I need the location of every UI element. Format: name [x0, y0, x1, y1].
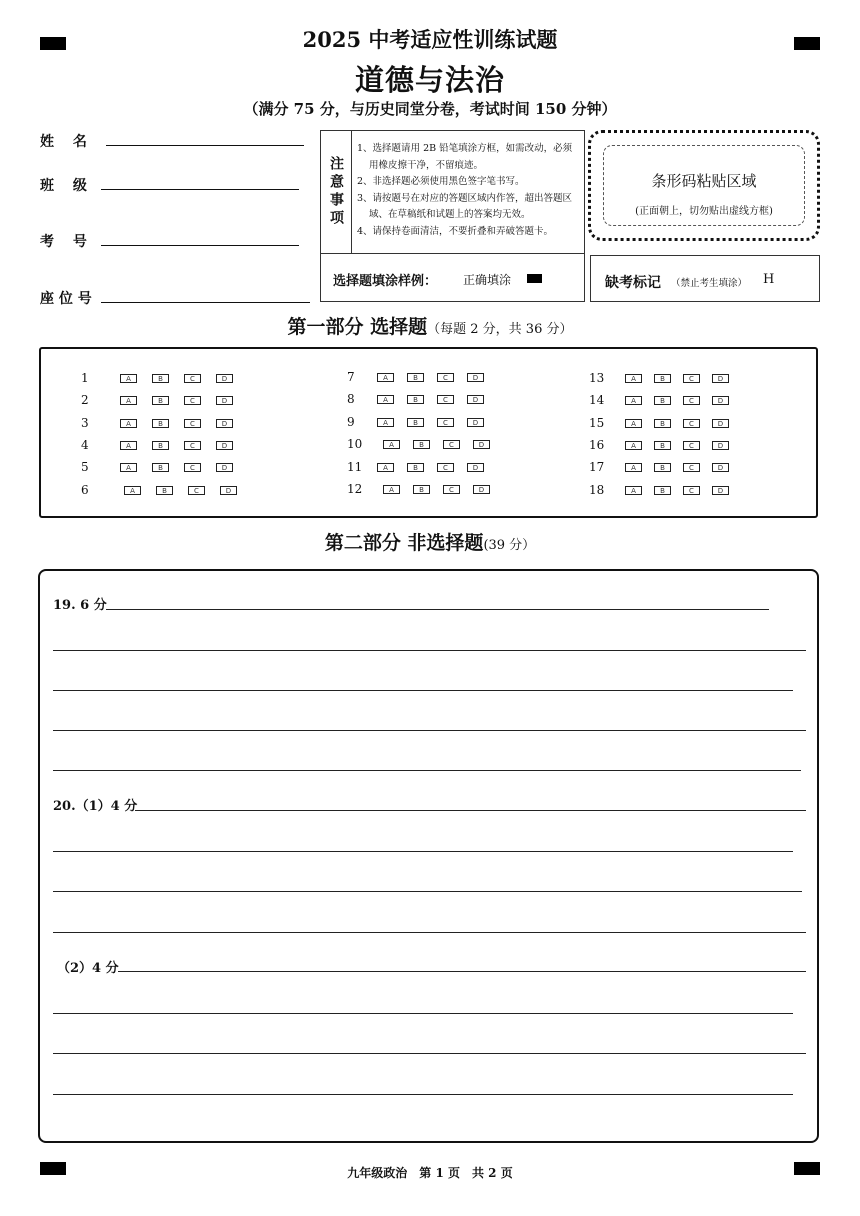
- answer-line[interactable]: [53, 1013, 793, 1014]
- question-number: 17: [589, 460, 605, 474]
- answer-option-a[interactable]: A: [377, 373, 394, 382]
- answer-option-a[interactable]: A: [625, 396, 642, 405]
- barcode-dashed-frame: [603, 145, 805, 226]
- answer-option-d[interactable]: D: [712, 419, 729, 428]
- exam-number-label: 考 号: [40, 234, 87, 250]
- answer-option-d[interactable]: D: [712, 396, 729, 405]
- answer-option-c[interactable]: C: [184, 441, 201, 450]
- question-number: 9: [347, 415, 355, 429]
- answer-option-c[interactable]: C: [184, 463, 201, 472]
- answer-option-d[interactable]: D: [473, 485, 490, 494]
- answer-option-b[interactable]: B: [654, 463, 671, 472]
- part2-heading: [0, 528, 860, 555]
- question-number: 14: [589, 393, 605, 407]
- part1-note: （每题 2 分，共 36 分）: [427, 322, 573, 337]
- answer-option-c[interactable]: C: [683, 486, 700, 495]
- answer-option-c[interactable]: C: [683, 441, 700, 450]
- fill-sample-label: 选择题填涂样例：: [333, 274, 438, 289]
- absent-checkbox[interactable]: H: [763, 272, 775, 287]
- answer-option-b[interactable]: B: [413, 485, 430, 494]
- answer-option-c[interactable]: C: [184, 419, 201, 428]
- answer-option-a[interactable]: A: [377, 395, 394, 404]
- answer-line[interactable]: [106, 609, 769, 610]
- part1-title: 第一部分 选择题: [287, 316, 428, 338]
- answer-option-b[interactable]: B: [152, 396, 169, 405]
- seat-number-field[interactable]: [101, 302, 310, 303]
- choice-answer-box: [39, 347, 818, 518]
- answer-option-c[interactable]: C: [188, 486, 205, 495]
- answer-line[interactable]: [53, 690, 793, 691]
- answer-line[interactable]: [53, 650, 806, 651]
- answer-line[interactable]: [118, 971, 806, 972]
- answer-option-b[interactable]: B: [152, 463, 169, 472]
- written-answer-box: [38, 569, 819, 1143]
- question-number: 1: [81, 371, 89, 385]
- answer-line[interactable]: [135, 810, 806, 811]
- answer-option-a[interactable]: A: [377, 418, 394, 427]
- part1-heading: [0, 312, 860, 339]
- notice-heading-cell: [321, 131, 352, 253]
- answer-option-a[interactable]: A: [383, 440, 400, 449]
- answer-option-d[interactable]: D: [220, 486, 237, 495]
- page-footer: 九年级政治 第 1 页 共 2 页: [347, 1166, 513, 1180]
- q20-1-label: 20.（1）4 分: [53, 799, 138, 814]
- answer-option-a[interactable]: A: [625, 374, 642, 383]
- answer-option-c[interactable]: C: [437, 463, 454, 472]
- question-number: 18: [589, 483, 605, 497]
- question-number: 11: [347, 460, 363, 474]
- exam-number-field[interactable]: [101, 245, 299, 246]
- answer-option-a[interactable]: A: [120, 374, 137, 383]
- answer-option-d[interactable]: D: [216, 441, 233, 450]
- answer-option-c[interactable]: C: [437, 395, 454, 404]
- barcode-title: 条形码粘贴区域: [651, 172, 757, 190]
- notice-box: [320, 130, 585, 254]
- question-number: 13: [589, 371, 605, 385]
- exam-subtitle: （满分 75 分，与历史同堂分卷，考试时间 150 分钟）: [243, 100, 617, 118]
- answer-option-d[interactable]: D: [712, 441, 729, 450]
- answer-option-d[interactable]: D: [216, 374, 233, 383]
- answer-option-d[interactable]: D: [712, 463, 729, 472]
- answer-option-a[interactable]: A: [625, 463, 642, 472]
- part2-note: (39 分）: [483, 538, 536, 553]
- answer-option-d[interactable]: D: [216, 463, 233, 472]
- answer-option-b[interactable]: B: [654, 396, 671, 405]
- correct-fill-text: 正确填涂: [463, 273, 512, 287]
- answer-option-a[interactable]: A: [120, 396, 137, 405]
- answer-option-d[interactable]: D: [473, 440, 490, 449]
- notice-item: 1、选择题请用 2B 铅笔填涂方框，如需改动，必须用橡皮擦干净，不留痕迹。: [357, 143, 573, 171]
- class-field[interactable]: [101, 189, 299, 190]
- answer-option-c[interactable]: C: [437, 373, 454, 382]
- question-number: 16: [589, 438, 605, 452]
- answer-option-a[interactable]: A: [120, 463, 137, 472]
- answer-option-c[interactable]: C: [683, 374, 700, 383]
- barcode-note: (正面朝上，切勿贴出虚线方框): [635, 206, 773, 217]
- answer-option-b[interactable]: B: [413, 440, 430, 449]
- answer-option-c[interactable]: C: [683, 396, 700, 405]
- question-number: 12: [347, 482, 363, 496]
- q19-label: 19. 6 分: [53, 598, 107, 613]
- answer-option-a[interactable]: A: [383, 485, 400, 494]
- answer-option-c[interactable]: C: [184, 396, 201, 405]
- answer-option-b[interactable]: B: [156, 486, 173, 495]
- answer-option-a[interactable]: A: [625, 441, 642, 450]
- answer-option-b[interactable]: B: [407, 373, 424, 382]
- class-label: 班 级: [40, 178, 87, 194]
- answer-option-b[interactable]: B: [654, 486, 671, 495]
- seat-number-label: 座 位 号: [40, 291, 92, 307]
- answer-option-c[interactable]: C: [437, 418, 454, 427]
- absent-label: 缺考标记: [605, 275, 661, 291]
- answer-line[interactable]: [53, 891, 802, 892]
- answer-option-b[interactable]: B: [407, 463, 424, 472]
- answer-option-a[interactable]: A: [120, 441, 137, 450]
- question-number: 6: [81, 483, 89, 497]
- notice-item: 4、请保持卷面清洁，不要折叠和弄破答题卡。: [357, 225, 554, 237]
- answer-line[interactable]: [53, 730, 806, 731]
- answer-option-b[interactable]: B: [407, 418, 424, 427]
- notice-heading: 注意事项: [328, 156, 344, 228]
- answer-option-d[interactable]: D: [467, 395, 484, 404]
- q20-2-label: （2）4 分: [57, 961, 119, 976]
- answer-option-a[interactable]: A: [120, 419, 137, 428]
- question-number: 2: [81, 393, 89, 407]
- fill-sample-box: [320, 254, 585, 302]
- part2-title: 第二部分 非选择题: [324, 532, 484, 554]
- notice-list: [357, 141, 581, 241]
- answer-option-d[interactable]: D: [712, 374, 729, 383]
- answer-option-a[interactable]: A: [377, 463, 394, 472]
- answer-option-b[interactable]: B: [654, 441, 671, 450]
- answer-option-d[interactable]: D: [216, 419, 233, 428]
- answer-line[interactable]: [53, 851, 793, 852]
- answer-option-c[interactable]: C: [443, 440, 460, 449]
- correct-fill-mark: [527, 274, 542, 283]
- question-number: 10: [347, 437, 363, 451]
- answer-option-a[interactable]: A: [625, 486, 642, 495]
- answer-option-a[interactable]: A: [625, 419, 642, 428]
- answer-option-b[interactable]: B: [654, 419, 671, 428]
- answer-line[interactable]: [53, 1053, 806, 1054]
- answer-line[interactable]: [53, 932, 806, 933]
- question-number: 5: [81, 460, 89, 474]
- exam-title: 2025 中考适应性训练试题: [302, 27, 558, 52]
- answer-option-d[interactable]: D: [712, 486, 729, 495]
- notice-item: 3、请按题号在对应的答题区域内作答，超出答题区域、在草稿纸和试题上的答案均无效。: [357, 192, 573, 221]
- notice-item: 2、非选择题必须使用黑色签字笔书写。: [357, 176, 525, 188]
- name-field[interactable]: [106, 145, 304, 146]
- question-number: 8: [347, 392, 355, 406]
- subject-title: 道德与法治: [354, 63, 505, 97]
- answer-option-b[interactable]: B: [407, 395, 424, 404]
- answer-option-b[interactable]: B: [152, 419, 169, 428]
- answer-option-c[interactable]: C: [184, 374, 201, 383]
- barcode-area: [588, 130, 820, 241]
- answer-option-c[interactable]: C: [683, 419, 700, 428]
- answer-option-d[interactable]: D: [467, 373, 484, 382]
- absent-mark-box: [590, 255, 820, 302]
- answer-option-c[interactable]: C: [683, 463, 700, 472]
- question-number: 15: [589, 416, 605, 430]
- question-number: 7: [347, 370, 355, 384]
- answer-option-d[interactable]: D: [467, 463, 484, 472]
- answer-option-b[interactable]: B: [152, 441, 169, 450]
- answer-option-d[interactable]: D: [216, 396, 233, 405]
- answer-line[interactable]: [53, 770, 801, 771]
- question-number: 4: [81, 438, 89, 452]
- question-number: 3: [81, 416, 89, 430]
- name-label: 姓 名: [40, 134, 87, 150]
- answer-option-a[interactable]: A: [124, 486, 141, 495]
- absent-note: （禁止考生填涂）: [671, 278, 748, 289]
- answer-option-d[interactable]: D: [467, 418, 484, 427]
- answer-option-b[interactable]: B: [152, 374, 169, 383]
- answer-option-b[interactable]: B: [654, 374, 671, 383]
- answer-line[interactable]: [53, 1094, 793, 1095]
- answer-option-c[interactable]: C: [443, 485, 460, 494]
